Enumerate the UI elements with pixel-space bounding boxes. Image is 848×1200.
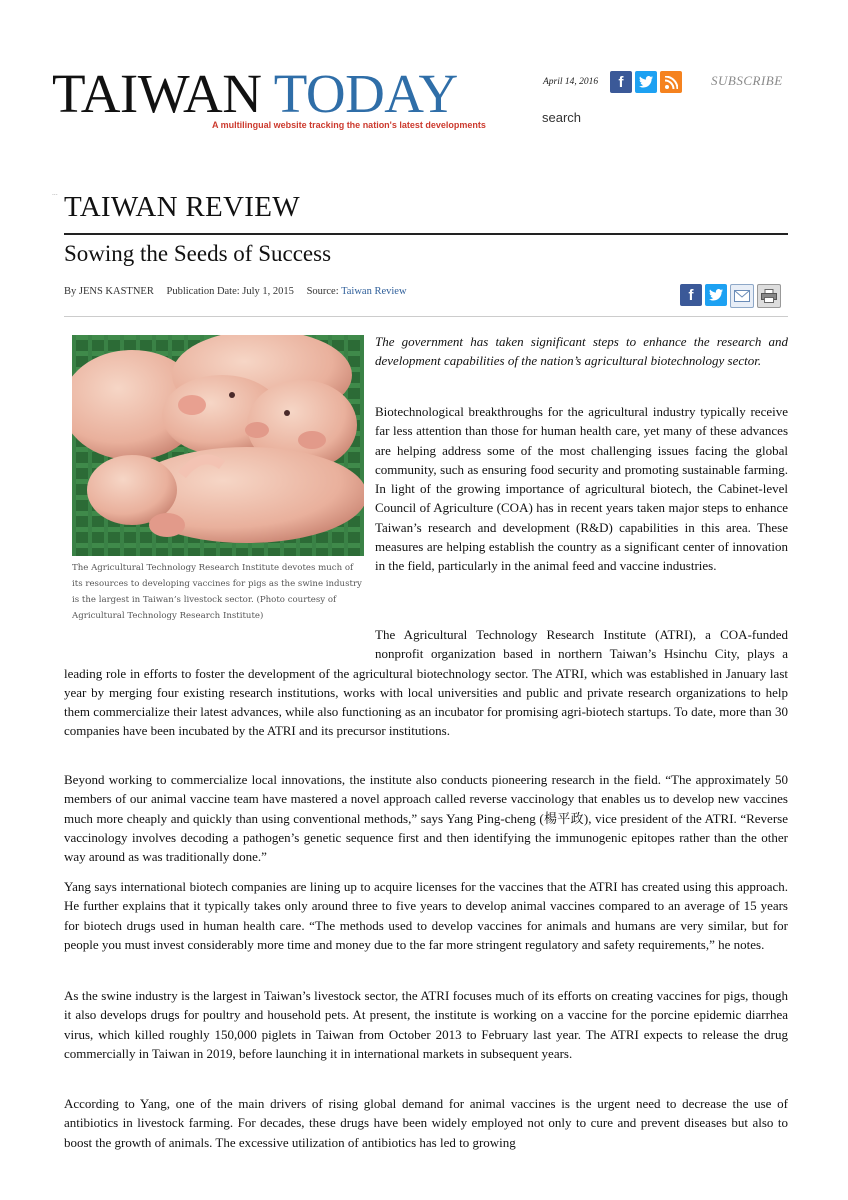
article-byline [64, 286, 407, 297]
author: By JENS KASTNER [64, 286, 154, 297]
header-social-links [610, 71, 682, 93]
byline-divider [64, 316, 788, 317]
article-title: Sowing the Seeds of Success [64, 241, 332, 266]
rss-icon[interactable] [660, 71, 682, 93]
publication-date: Publication Date: July 1, 2015 [166, 286, 294, 297]
source-link[interactable]: Taiwan Review [341, 286, 407, 297]
section-marker: ··· [52, 192, 58, 199]
share-toolbar [680, 284, 781, 308]
print-icon[interactable] [757, 284, 781, 308]
article-paragraph-6: According to Yang, one of the main drivers of rising global demand for animal vaccines is the urgent need to decrease the use of antibiotics in livestock farming. For decades, these drugs have been widely employed not only to cure and prevent diseases but also to boost the growth of animals. The excessive utilization of antibiotics has led to growing [64, 1096, 788, 1150]
logo-word-today: TODAY [273, 63, 458, 124]
facebook-icon[interactable]: f [680, 284, 702, 306]
article-paragraph-4: Yang says international biotech companies are lining up to acquire licenses for the vaccines that the ATRI has created using this approach. He further explains that it typically takes only around three to five years to develop animal vaccines compared to an average of 15 years for biotech drugs used in human health care. “The methods used to develop vaccines for animals and humans are very similar, but for people you must invest considerably more time and money due to the far more stringent regulatory and safety requirements,” he notes. [64, 879, 788, 952]
subscribe-link[interactable]: SUBSCRIBE [711, 73, 783, 88]
source-label: Source: [306, 286, 339, 297]
article-paragraph-1: Biotechnological breakthroughs for the agricultural industry typically receive far less attention than those for human health care, yet many of these advances are helping address some of the most challenging issues facing the global community, such as ensuring food security and promoting sustainable farming. In light of the growing importance of agricultural biotech, the Cabinet-level Council of Agriculture (COA) has in recent years taken major steps to enhance Taiwan’s research and development (R&D) capabilities in this area. These measures are helping establish the country as a significant center of innovation in the field, particularly in the animal feed and vaccine industries. [375, 404, 788, 574]
site-header [0, 0, 848, 170]
article-paragraph-2: The Agricultural Technology Research Institute (ATRI), a COA-funded nonprofit organization based in northern Taiwan’s Hsinchu City, plays a leading role in efforts to foster the development of the agricultural biotechnology sector. The ATRI, which was established in January last year by merging four existing research institutions, works with local universities and public and private research organizations to help them commercialize their latest advances, while also functioning as an incubator for promising agri-biotech startups. To date, more than 30 companies have been incubated by the ATRI and its precursor institutions. [64, 627, 788, 739]
logo-word-taiwan: TAIWAN [52, 63, 262, 124]
site-logo[interactable] [52, 63, 458, 124]
header-date: April 14, 2016 [543, 77, 599, 87]
section-title: TAIWAN REVIEW [64, 191, 300, 223]
facebook-icon[interactable]: f [610, 71, 632, 93]
article-paragraph-2-block [64, 625, 788, 741]
article-photo-piglets [72, 335, 364, 556]
section-divider [64, 233, 788, 235]
mail-icon[interactable] [730, 284, 754, 308]
site-tagline: A multilingual website tracking the nation's latest developments [212, 120, 486, 130]
search-link[interactable]: search [542, 110, 582, 125]
article-paragraph-5: As the swine industry is the largest in Taiwan’s livestock sector, the ATRI focuses much of its efforts on creating vaccines for pigs, though it also develops drugs for poultry and household pets. At present, the institute is working on a vaccine for the porcine epidemic diarrhea virus, which killed roughly 150,000 piglets in Taiwan from October 2013 to February last year. The ATRI expects to release the drug commercially in Taiwan in 2019, before launching it in international markets in subsequent years. [64, 988, 788, 1061]
photo-caption: The Agricultural Technology Research Institute devotes much of its resources to developing vaccines for pigs as the swine industry is the largest in Taiwan’s livestock sector. (Photo courtesy of Agricultural Technology Research Institute) [72, 563, 362, 621]
twitter-icon[interactable] [705, 284, 727, 306]
article-lead: The government has taken significant steps to enhance the research and development capabilities of the nation’s agricultural biotechnology sector. [375, 334, 788, 369]
twitter-icon[interactable] [635, 71, 657, 93]
caption-spacer [64, 625, 375, 661]
article-paragraph-3: Beyond working to commercialize local innovations, the institute also conducts pioneering research in the field. “The approximately 50 members of our animal vaccine team have mastered a novel approach called reverse vaccinology that enables us to develop new vaccines much more cheaply and quickly than using conventional methods,” says Yang Ping-cheng (楊平政), vice president of the ATRI. “Reverse vaccinology involves decoding a pathogen’s genetic sequence first and then identifying the immunogenic epitopes rather than the other way around as was traditionally done.” [64, 772, 788, 865]
